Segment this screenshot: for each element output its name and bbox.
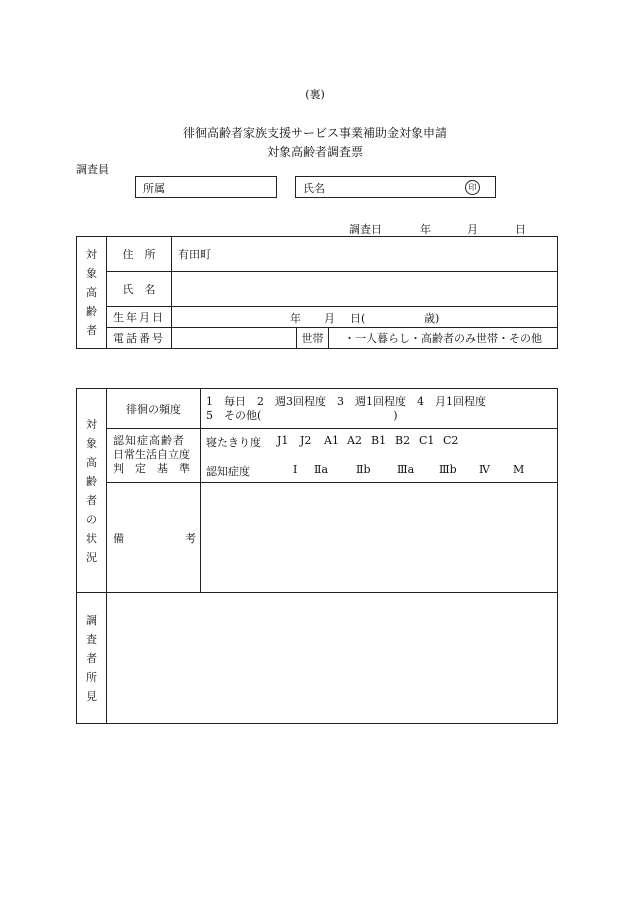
phone-value[interactable] xyxy=(172,328,297,349)
page-side-label: (裏) xyxy=(305,88,325,101)
opinion-value[interactable] xyxy=(107,593,558,724)
subject-name-label: 氏 名 xyxy=(107,272,172,307)
criteria-values[interactable]: 寝たきり度 J1 J2 A1 A2 B1 B2 C1 C2 認知症度 Ⅰ Ⅱa Ⅱb Ⅲa Ⅲb Ⅳ M xyxy=(201,429,558,483)
birthdate-label: 生年月日 xyxy=(107,307,172,328)
frequency-label: 徘徊の頻度 xyxy=(107,389,201,429)
address-label: 住 所 xyxy=(107,237,172,272)
criteria-label: 認知症高齢者 日常生活自立度 判 定 基 準 xyxy=(107,429,201,483)
frequency-options[interactable]: 1 毎日 2 週3回程度 3 週1回程度 4 月1回程度 5 その他( ) xyxy=(201,389,558,429)
survey-date-month: 月 xyxy=(467,223,478,236)
survey-date-label: 調査日 xyxy=(349,223,382,236)
investigator-label: 調査員 xyxy=(76,163,109,176)
phone-label: 電話番号 xyxy=(107,328,172,349)
address-value[interactable]: 有田町 xyxy=(172,237,558,272)
opinion-side-header: 調 査 者 所 見 xyxy=(77,593,107,724)
dementia-label: 認知症度 xyxy=(206,465,250,478)
subject-table xyxy=(76,236,558,349)
affiliation-field[interactable] xyxy=(135,176,277,198)
household-options[interactable]: ・一人暮らし・高齢者のみ世帯・その他 xyxy=(329,328,558,349)
survey-date-day: 日 xyxy=(515,223,526,236)
subject-side-header: 対 象 高 齢 者 xyxy=(77,237,107,349)
survey-date-year: 年 xyxy=(420,223,431,236)
affiliation-label: 所属 xyxy=(143,182,165,195)
remarks-value[interactable] xyxy=(201,483,558,593)
subject-name-value[interactable] xyxy=(172,272,558,307)
form-title: 徘徊高齢者家族支援サービス事業補助金対象申請 xyxy=(182,126,447,140)
opinion-table xyxy=(76,592,558,724)
status-table xyxy=(76,388,558,593)
form-subtitle: 対象高齢者調査票 xyxy=(266,145,363,159)
seal-icon: 印 xyxy=(465,180,480,195)
investigator-name-field[interactable] xyxy=(295,176,496,198)
bedridden-label: 寝たきり度 xyxy=(206,436,261,449)
investigator-name-label: 氏名 xyxy=(303,182,325,195)
household-label: 世帯 xyxy=(297,328,329,349)
birthdate-value[interactable]: 年 月 日( 歳) xyxy=(172,307,558,328)
status-side-header: 対 象 高 齢 者 の 状 況 xyxy=(77,389,107,593)
remarks-label: 備 考 xyxy=(107,483,201,593)
